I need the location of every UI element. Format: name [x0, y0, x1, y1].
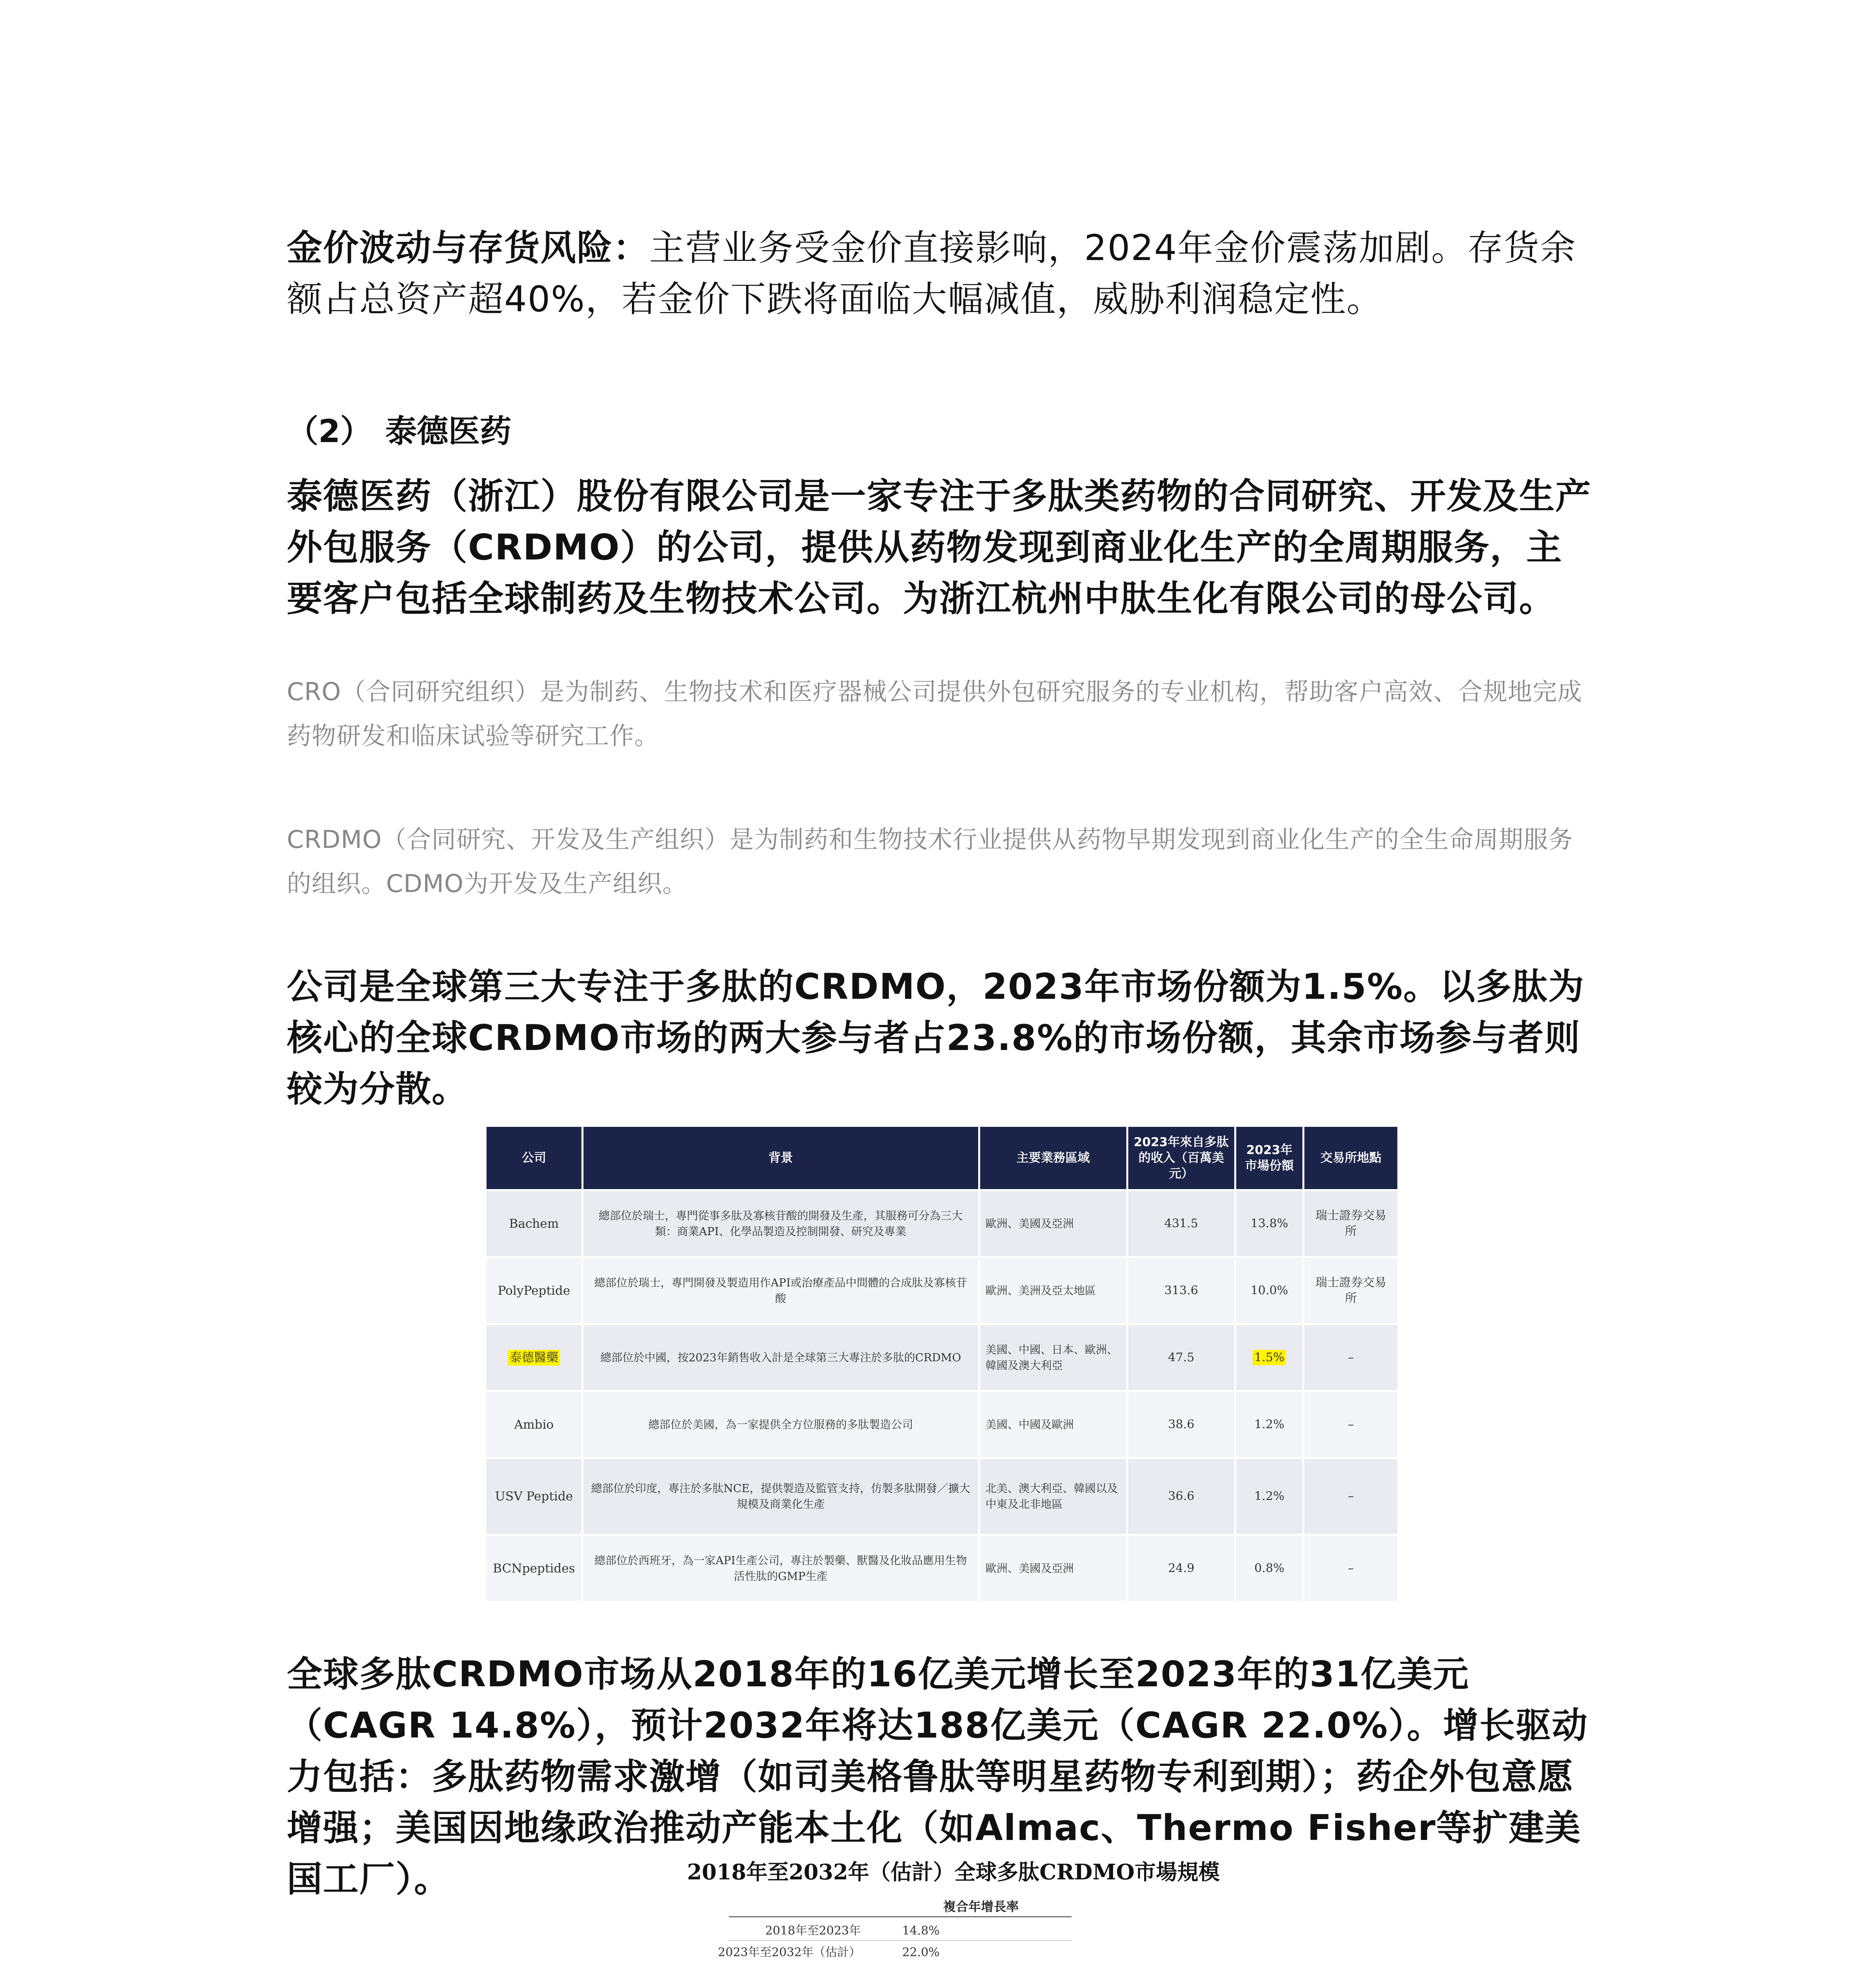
peer-comparison-table — [485, 1125, 1399, 1603]
cell-revenue: 24.9 — [1128, 1536, 1235, 1601]
company-description: 泰德医药（浙江）股份有限公司是一家专注于多肽类药物的合同研究、开发及生产外包服务（CRDMO）的公司，提供从药物发现到商业化生产的全周期服务，主要客户包括全球制药及生物技术公司。为浙江杭州中肽生化有限公司的母公司。 — [287, 476, 1592, 619]
cell-region: 美國、中國、日本、歐洲、韓國及澳大利亞 — [980, 1325, 1126, 1390]
table-row — [487, 1459, 1397, 1534]
cagr-period: 2018年至2023年 — [765, 1924, 861, 1938]
gold-risk-lead: 金价波动与存货风险： — [287, 227, 649, 269]
cell-exchange: 瑞士證券交易所 — [1304, 1258, 1397, 1323]
cell-revenue: 431.5 — [1128, 1191, 1235, 1256]
cell-share: 0.8% — [1236, 1536, 1302, 1601]
table-row — [487, 1191, 1397, 1256]
table-row — [487, 1258, 1397, 1323]
table-row — [487, 1536, 1397, 1601]
cell-exchange: – — [1304, 1325, 1397, 1390]
cell-exchange: – — [1304, 1459, 1397, 1534]
cell-exchange: – — [1304, 1392, 1397, 1457]
cell-revenue: 38.6 — [1128, 1392, 1235, 1457]
table-row — [487, 1325, 1397, 1390]
table-row — [487, 1392, 1397, 1457]
cell-share — [1236, 1325, 1302, 1390]
col-header-revenue: 2023年來自多肽的收入（百萬美元） — [1128, 1127, 1235, 1189]
cell-region: 歐洲、美洲及亞太地區 — [980, 1258, 1126, 1323]
chart-title: 2018年至2032年（估計）全球多肽CRDMO市場規模 — [687, 1859, 1220, 1885]
cell-share: 10.0% — [1236, 1258, 1302, 1323]
col-header-region: 主要業務區域 — [980, 1127, 1126, 1189]
section-heading — [287, 410, 1594, 453]
cell-exchange: 瑞士證券交易所 — [1304, 1191, 1397, 1256]
cagr-table-header: 複合年增長率 — [943, 1899, 1019, 1914]
cell-share: 1.2% — [1236, 1392, 1302, 1457]
cell-background: 總部位於印度，專注於多肽NCE，提供製造及監管支持，仿製多肽開發／擴大規模及商業化生產 — [583, 1459, 978, 1534]
section-title: 泰德医药 — [385, 413, 511, 450]
cell-background: 總部位於瑞士，專門開發及製造用作API或治療產品中間體的合成肽及寡核苷酸 — [583, 1258, 978, 1323]
cell-share: 1.2% — [1236, 1459, 1302, 1534]
cell-revenue: 313.6 — [1128, 1258, 1235, 1323]
cro-note: CRO（合同研究组织）是为制药、生物技术和医疗器械公司提供外包研究服务的专业机构，帮助客户高效、合规地完成药物研发和临床试验等研究工作。 — [287, 677, 1583, 750]
col-header-share: 2023年市場份額 — [1236, 1127, 1302, 1189]
cell-company: Ambio — [487, 1392, 581, 1457]
section-number: （2） — [287, 413, 372, 450]
market-growth-paragraph: 全球多肽CRDMO市场从2018年的16亿美元增长至2023年的31亿美元（CAGR 14.8%），预计2032年将达188亿美元（CAGR 22.0%）。增长驱动力包括：多肽药物需求激增（如司美格鲁肽等明星药物专利到期）；药企外包意愿增强；美国因地缘政治推动产能本土化（如Almac、Thermo Fisher等扩建美国工厂）。 — [287, 1654, 1588, 1900]
col-header-exchange: 交易所地點 — [1304, 1127, 1397, 1189]
highlighted-company: 泰德醫藥 — [508, 1350, 560, 1366]
cell-company: USV Peptide — [487, 1459, 581, 1534]
cell-region: 美國、中國及歐洲 — [980, 1392, 1126, 1457]
col-header-company: 公司 — [487, 1127, 581, 1189]
cell-background: 總部位於西班牙，為一家API生產公司，專注於製藥、獸醫及化妝品應用生物活性肽的GMP生產 — [583, 1536, 978, 1601]
cell-company: BCNpeptides — [487, 1536, 581, 1601]
cell-company — [487, 1325, 581, 1390]
highlighted-share: 1.5% — [1253, 1350, 1286, 1365]
cell-company: Bachem — [487, 1191, 581, 1256]
cell-background: 總部位於中國，按2023年銷售收入計是全球第三大專注於多肽的CRDMO — [583, 1325, 978, 1390]
market-size-chart — [599, 1852, 1308, 1970]
cell-region: 歐洲、美國及亞洲 — [980, 1191, 1126, 1256]
cell-company: PolyPeptide — [487, 1258, 581, 1323]
cell-revenue: 47.5 — [1128, 1325, 1235, 1390]
cagr-rate: 14.8% — [902, 1924, 940, 1938]
cagr-period: 2023年至2032年（估計） — [718, 1946, 861, 1959]
col-header-background: 背景 — [583, 1127, 978, 1189]
cell-region: 北美、澳大利亞、韓國以及中東及北非地區 — [980, 1459, 1126, 1534]
cagr-table — [718, 1899, 1072, 1959]
cell-exchange: – — [1304, 1536, 1397, 1601]
crdmo-note: CRDMO（合同研究、开发及生产组织）是为制药和生物技术行业提供从药物早期发现到商业化生产的全生命周期服务的组织。CDMO为开发及生产组织。 — [287, 825, 1573, 898]
cagr-rate: 22.0% — [902, 1946, 940, 1959]
table-header-row — [487, 1127, 1397, 1189]
cell-revenue: 36.6 — [1128, 1459, 1235, 1534]
cell-share: 13.8% — [1236, 1191, 1302, 1256]
gold-risk-text: 主营业务受金价直接影响，2024年金价震荡加剧。存货余额占总资产超40%，若金价下跌将面临大幅减值，威胁利润稳定性。 — [287, 227, 1577, 320]
market-position-paragraph: 公司是全球第三大专注于多肽的CRDMO，2023年市场份额为1.5%。以多肽为核心的全球CRDMO市场的两大参与者占23.8%的市场份额，其余市场参与者则较为分散。 — [287, 966, 1585, 1110]
cell-region: 歐洲、美國及亞洲 — [980, 1536, 1126, 1601]
gold-risk-paragraph — [287, 223, 1594, 325]
cell-background: 總部位於瑞士，專門從事多肽及寡核苷酸的開發及生產，其服務可分為三大類：商業API、化學品製造及控制開發、研究及專業 — [583, 1191, 978, 1256]
cell-background: 總部位於美國，為一家提供全方位服務的多肽製造公司 — [583, 1392, 978, 1457]
